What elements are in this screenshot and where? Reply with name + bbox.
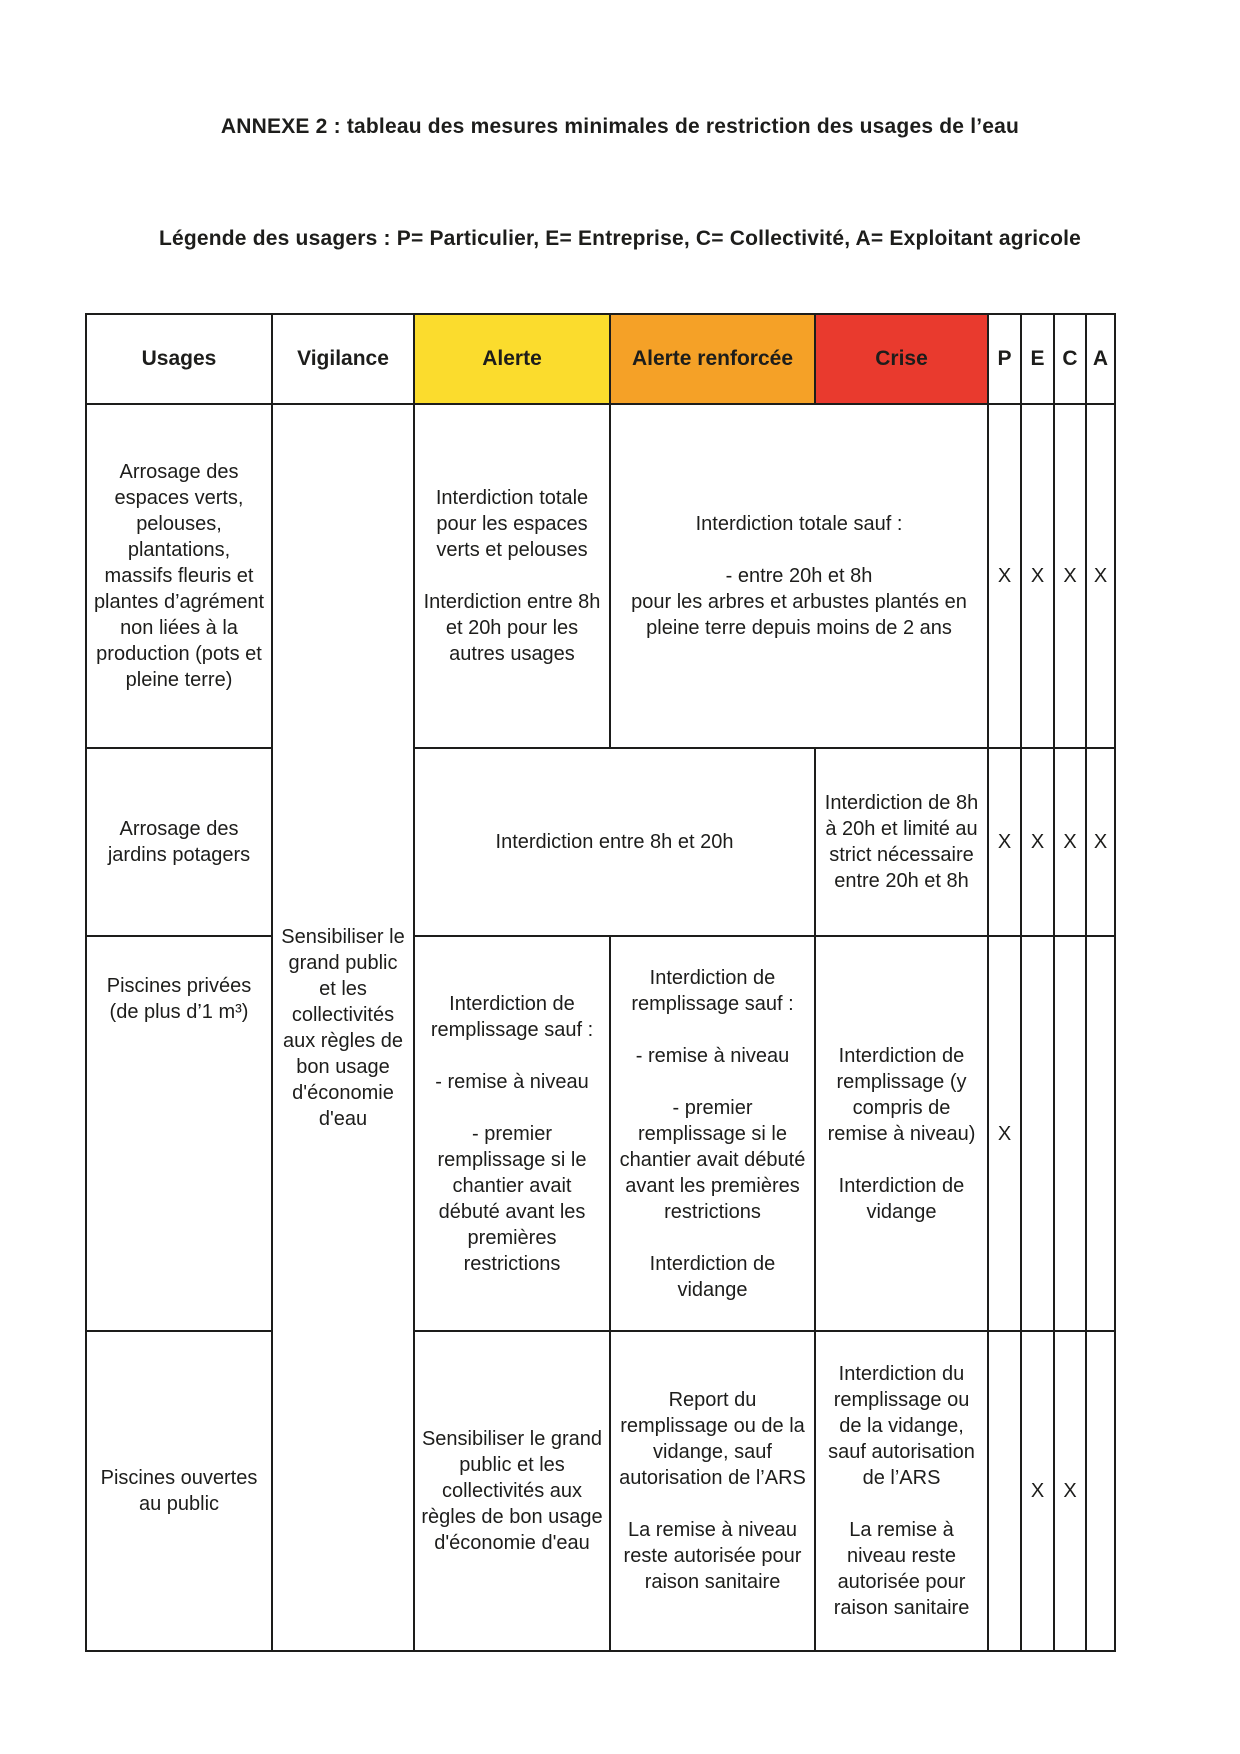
restriction-text: Interdiction de remplissage sauf :: [430, 992, 594, 1041]
header-e: E: [1022, 315, 1055, 405]
restriction-text: Report du remplissage ou de la vidange, sauf autorisation de l’ARS: [619, 1389, 806, 1489]
mark-row3-e: [1022, 937, 1055, 1332]
mark-row4-c: X: [1055, 1332, 1087, 1652]
restriction-text: Interdiction totale sauf :: [695, 513, 903, 535]
cell-row3-alerte: [415, 937, 611, 1332]
mark-row3-c: [1055, 937, 1087, 1332]
header-alerte: Alerte: [415, 315, 611, 405]
cell-usage-arrosage-jardins-potagers: [87, 749, 273, 937]
mark-row1-c: X: [1055, 405, 1087, 749]
mark-row3-p: X: [989, 937, 1022, 1332]
mark-row1-p: X: [989, 405, 1022, 749]
restriction-text: - remise à niveau: [635, 1044, 790, 1067]
mark-row3-a: [1087, 937, 1116, 1332]
cell-usage-piscines-ouvertes-au-public: [87, 1332, 273, 1652]
header-alerte-renforcee: Alerte renforcée: [611, 315, 816, 405]
restriction-text: Interdiction entre 8h et 20h pour les autres usages: [423, 591, 601, 665]
cell-usage-arrosage-espaces-verts: [87, 405, 273, 749]
cell-row1-alerte-renforcee-crise-merged: [611, 405, 989, 749]
header-a: A: [1087, 315, 1116, 405]
restriction-text: Interdiction de vidange: [838, 1174, 965, 1223]
header-usages: Usages: [87, 315, 273, 405]
usage-label: Arrosage des jardins potagers: [107, 818, 251, 866]
mark-row4-e: X: [1022, 1332, 1055, 1652]
restriction-text: Interdiction du remplissage ou de la vidange, sauf autorisation de l’ARS: [828, 1363, 975, 1489]
restriction-text: - remise à niveau: [435, 1070, 589, 1093]
cell-row3-alerte-renforcee: [611, 937, 816, 1332]
cell-row2-alerte-renforcee-merged: [415, 749, 816, 937]
cell-row4-alerte-renforcee: [611, 1332, 816, 1652]
restriction-text: La remise à niveau reste autorisée pour raison sanitaire: [623, 1519, 802, 1593]
vigilance-text: Sensibiliser le grand public et les collectivités aux règles de bon usage d'économie d'eau: [281, 925, 405, 1130]
restriction-text: Interdiction de 8h à 20h et limité au strict nécessaire entre 20h et 8h: [824, 792, 979, 892]
cell-row1-alerte: [415, 405, 611, 749]
restriction-text: Interdiction de vidange: [649, 1252, 776, 1301]
restriction-text: - premier remplissage si le chantier avait débuté avant les premières restrictions: [437, 1122, 587, 1275]
restriction-text: - premier remplissage si le chantier avait débuté avant les premières restrictions: [619, 1096, 806, 1223]
restriction-text: Interdiction entre 8h et 20h: [495, 831, 734, 853]
mark-row2-a: X: [1087, 749, 1116, 937]
cell-row2-crise: [816, 749, 989, 937]
usage-label: Piscines privées (de plus d’1 m³): [106, 975, 252, 1023]
legend-text: Légende des usagers : P= Particulier, E= Entreprise, C= Collectivité, A= Exploitant agricole: [158, 227, 1082, 250]
restriction-text: La remise à niveau reste autorisée pour raison sanitaire: [833, 1519, 970, 1619]
restriction-text: Sensibiliser le grand public et les collectivités aux règles de bon usage d'économie d'eau: [421, 1428, 603, 1554]
header-p: P: [989, 315, 1022, 405]
restriction-text: Interdiction de remplissage sauf :: [631, 966, 794, 1015]
header-crise: Crise: [816, 315, 989, 405]
page-title: ANNEXE 2 : tableau des mesures minimales de restriction des usages de l’eau: [220, 115, 1020, 138]
mark-row4-a: [1087, 1332, 1116, 1652]
mark-row2-e: X: [1022, 749, 1055, 937]
mark-row1-e: X: [1022, 405, 1055, 749]
mark-row1-a: X: [1087, 405, 1116, 749]
mark-row2-c: X: [1055, 749, 1087, 937]
header-c: C: [1055, 315, 1087, 405]
restriction-text: Interdiction totale pour les espaces verts et pelouses: [435, 487, 589, 561]
cell-vigilance-merged: [273, 405, 415, 1652]
mark-row4-p: [989, 1332, 1022, 1652]
cell-row3-crise: [816, 937, 989, 1332]
mark-row2-p: X: [989, 749, 1022, 937]
usage-label: Arrosage des espaces verts, pelouses, plantations, massifs fleuris et plantes d’agrément non liées à la production (pots et pleine terre): [93, 461, 265, 691]
restriction-table: [85, 313, 1116, 1652]
cell-row4-crise: [816, 1332, 989, 1652]
cell-row4-alerte: [415, 1332, 611, 1652]
restriction-text: - entre 20h et 8h: [725, 565, 873, 587]
restriction-text: pour les arbres et arbustes plantés en pleine terre depuis moins de 2 ans: [631, 591, 967, 639]
header-vigilance: Vigilance: [273, 315, 415, 405]
cell-usage-piscines-privees: [87, 937, 273, 1332]
usage-label: Piscines ouvertes au public: [100, 1467, 258, 1515]
restriction-text: Interdiction de remplissage (y compris de remise à niveau): [827, 1044, 976, 1145]
